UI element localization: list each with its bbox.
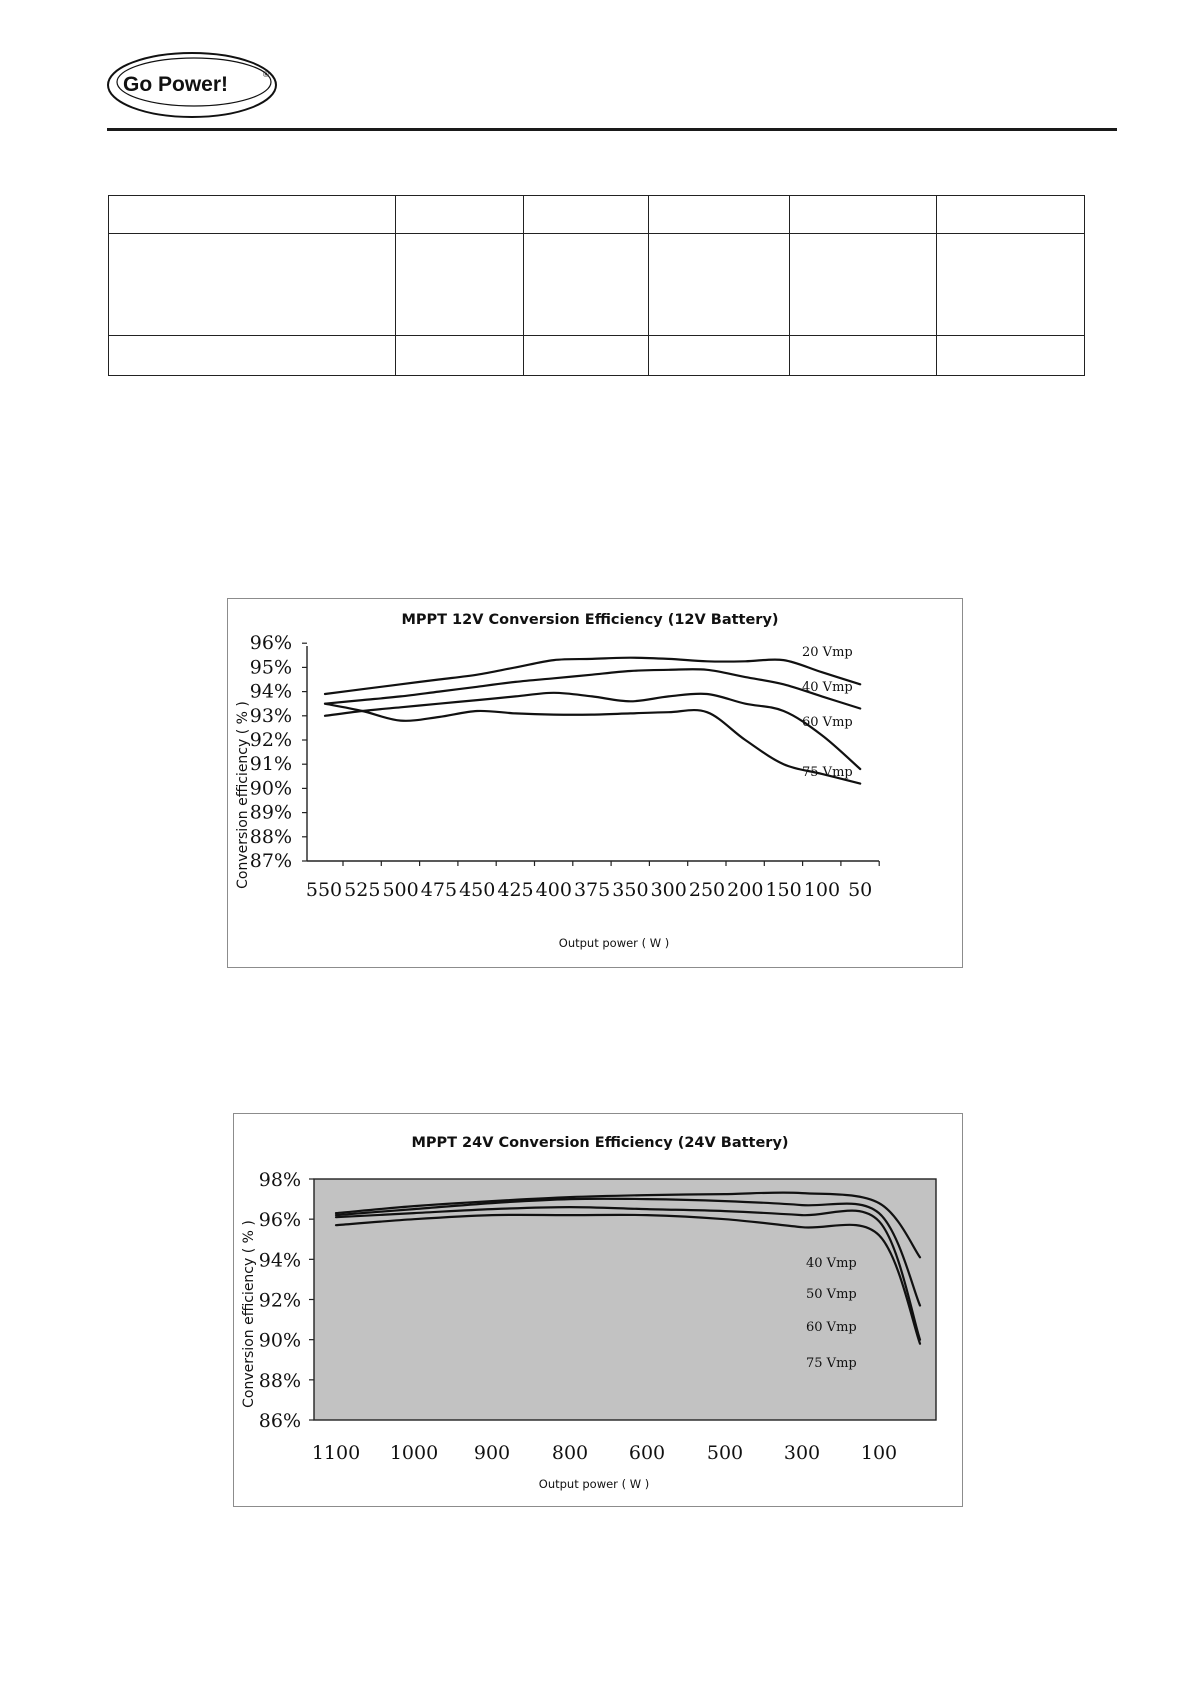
x-tick-label: 300 — [783, 1442, 821, 1464]
series-line-60-vmp — [325, 704, 860, 784]
x-tick-label: 900 — [473, 1442, 511, 1464]
y-tick-label: 90% — [258, 1329, 301, 1352]
y-tick-label: 88% — [249, 825, 292, 848]
table-cell — [790, 234, 937, 336]
y-tick-label: 92% — [258, 1289, 301, 1312]
table-cell — [524, 336, 649, 376]
series-line-75-vmp — [325, 693, 860, 769]
table-cell — [524, 234, 649, 336]
y-tick-label: 98% — [258, 1169, 301, 1191]
chart-24v-efficiency — [233, 1113, 963, 1507]
x-tick-label: 550 — [305, 879, 343, 901]
y-tick-label: 90% — [249, 777, 292, 800]
x-tick-label: 375 — [573, 879, 611, 901]
y-tick-label: 94% — [258, 1249, 301, 1272]
y-tick-label: 96% — [258, 1209, 301, 1232]
x-tick-label: 350 — [612, 879, 649, 901]
x-tick-label: 100 — [860, 1442, 898, 1464]
y-tick-label: 96% — [249, 632, 292, 655]
chart-12v-efficiency — [227, 598, 963, 968]
x-tick-label: 425 — [497, 879, 534, 901]
series-label: 50 Vmp — [806, 1287, 857, 1302]
y-tick-label: 94% — [249, 680, 292, 703]
table-cell — [649, 196, 790, 234]
chart-24v-svg — [234, 1114, 962, 1506]
y-axis-label: Conversion efficiency ( % ) — [235, 701, 251, 889]
x-tick-label: 50 — [848, 879, 873, 901]
table-cell — [937, 234, 1085, 336]
x-axis-label: Output power ( W ) — [558, 936, 670, 950]
y-tick-label: 87% — [249, 850, 292, 872]
spec-table — [108, 195, 1085, 376]
chart-title: MPPT 12V Conversion Efficiency (12V Battery) — [401, 612, 779, 628]
series-label: 60 Vmp — [806, 1320, 857, 1335]
table-cell — [396, 196, 524, 234]
y-tick-label: 89% — [249, 801, 292, 824]
chart-12v-svg — [228, 599, 962, 967]
y-tick-label: 88% — [258, 1369, 301, 1392]
table-cell — [937, 336, 1085, 376]
table-cell — [109, 234, 396, 336]
series-label: 75 Vmp — [802, 765, 853, 780]
x-tick-label: 100 — [803, 879, 841, 901]
y-tick-label: 92% — [249, 729, 292, 751]
series-line-20-vmp — [325, 658, 860, 694]
x-tick-label: 400 — [535, 879, 572, 901]
x-tick-label: 300 — [650, 879, 687, 901]
x-tick-label: 600 — [628, 1442, 666, 1464]
x-tick-label: 475 — [420, 879, 458, 901]
chart-title: MPPT 24V Conversion Efficiency (24V Battery) — [411, 1135, 789, 1151]
series-label: 75 Vmp — [806, 1356, 857, 1371]
table-cell — [109, 336, 396, 376]
table-row — [109, 196, 1085, 234]
x-tick-label: 1000 — [389, 1442, 439, 1464]
registered-mark: ® — [263, 70, 269, 79]
series-label: 60 Vmp — [802, 715, 853, 730]
table-cell — [109, 196, 396, 234]
brand-name: Go Power! — [123, 73, 229, 96]
table-cell — [937, 196, 1085, 234]
x-tick-label: 1100 — [311, 1442, 361, 1464]
table-row — [109, 234, 1085, 336]
table-cell — [649, 336, 790, 376]
series-line-40-vmp — [325, 669, 860, 708]
go-power-logo — [105, 48, 280, 120]
table-cell — [790, 336, 937, 376]
series-label: 40 Vmp — [806, 1256, 857, 1271]
x-tick-label: 450 — [459, 879, 496, 901]
x-tick-label: 800 — [551, 1442, 589, 1464]
table-cell — [524, 196, 649, 234]
table-cell — [790, 196, 937, 234]
series-label: 20 Vmp — [802, 645, 853, 660]
table-row — [109, 336, 1085, 376]
y-tick-label: 93% — [249, 704, 292, 727]
table-cell — [396, 336, 524, 376]
y-axis-label: Conversion efficiency ( % ) — [241, 1220, 257, 1408]
y-tick-label: 95% — [249, 656, 292, 679]
x-tick-label: 525 — [344, 879, 381, 901]
y-tick-label: 91% — [249, 753, 292, 776]
table-cell — [396, 234, 524, 336]
x-tick-label: 500 — [382, 879, 419, 901]
x-axis-label: Output power ( W ) — [538, 1477, 650, 1491]
x-tick-label: 200 — [727, 879, 764, 901]
x-tick-label: 150 — [765, 879, 802, 901]
series-label: 40 Vmp — [802, 680, 853, 695]
y-tick-label: 86% — [258, 1410, 301, 1432]
x-tick-label: 250 — [688, 879, 726, 901]
x-tick-label: 500 — [706, 1442, 744, 1464]
header-rule — [107, 128, 1117, 131]
table-cell — [649, 234, 790, 336]
